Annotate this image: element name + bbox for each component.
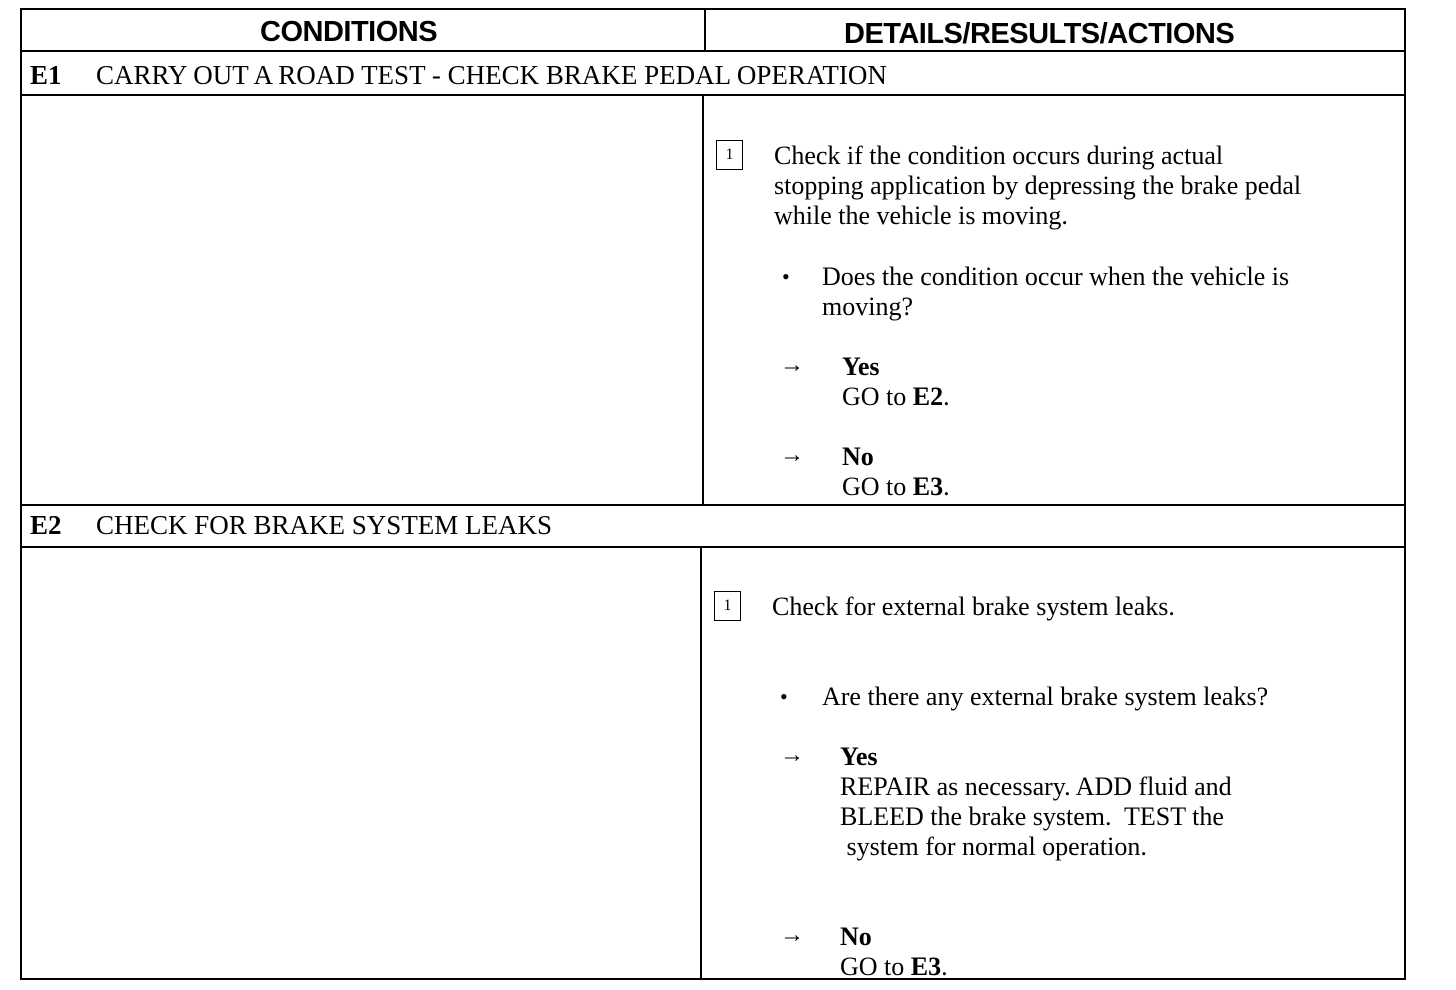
e1-bullet: • bbox=[782, 264, 790, 289]
e1-no-action-suffix: . bbox=[943, 472, 950, 501]
e1-yes-block bbox=[842, 352, 950, 412]
e2-section-heading: CHECK FOR BRAKE SYSTEM LEAKS bbox=[96, 510, 553, 540]
e1-no-action bbox=[842, 472, 950, 502]
e2-no-action-suffix: . bbox=[941, 952, 948, 981]
e2-yes-arrow: → bbox=[780, 742, 804, 768]
e2-yes-action-line: REPAIR as necessary. ADD fluid and bbox=[840, 772, 1232, 801]
e2-yes-action-line: BLEED the brake system. TEST the bbox=[840, 802, 1224, 831]
e1-question-line: moving? bbox=[822, 292, 913, 321]
e2-yes-label: Yes bbox=[840, 742, 878, 771]
e1-step-text bbox=[774, 141, 1301, 231]
e2-no-block bbox=[840, 922, 948, 982]
e2-question-line: Are there any external brake system leaks? bbox=[822, 682, 1269, 711]
e1-no-action-prefix: GO to bbox=[842, 472, 913, 501]
e2-step-line: Check for external brake system leaks. bbox=[772, 592, 1175, 621]
e2-yes-block bbox=[840, 742, 1232, 862]
e1-section-heading: CARRY OUT A ROAD TEST - CHECK BRAKE PEDAL OPERATION bbox=[96, 60, 887, 90]
e1-question-line: Does the condition occur when the vehicle is bbox=[822, 262, 1290, 291]
e2-step-text bbox=[772, 592, 1175, 622]
details-column-header: DETAILS/RESULTS/ACTIONS bbox=[844, 18, 1235, 50]
e2-no-arrow: → bbox=[780, 922, 804, 948]
e1-no-block bbox=[842, 442, 950, 502]
e1-yes-arrow: → bbox=[780, 352, 804, 378]
e2-yes-action-line: system for normal operation. bbox=[840, 832, 1147, 861]
e2-bullet: • bbox=[780, 684, 788, 709]
e2-no-action bbox=[840, 952, 948, 982]
e2-no-label: No bbox=[840, 922, 872, 951]
e1-yes-label: Yes bbox=[842, 352, 880, 381]
e1-yes-action-target: E2 bbox=[912, 382, 944, 411]
e1-no-label: No bbox=[842, 442, 874, 471]
e1-yes-action bbox=[842, 382, 950, 412]
header-column-divider bbox=[704, 10, 706, 50]
e1-end-divider bbox=[22, 504, 1404, 506]
e1-step-number-box: 1 bbox=[716, 140, 743, 170]
conditions-column-header: CONDITIONS bbox=[260, 16, 438, 48]
e2-section-title bbox=[30, 512, 552, 539]
e1-title-divider bbox=[22, 94, 1404, 96]
e2-title-divider bbox=[22, 546, 1404, 548]
e2-column-divider bbox=[700, 546, 702, 980]
e1-section-title bbox=[30, 62, 887, 89]
e1-question bbox=[822, 262, 1289, 322]
e2-section-id: E2 bbox=[30, 510, 62, 540]
e1-step-line: stopping application by depressing the brake pedal bbox=[774, 171, 1302, 200]
e2-no-action-target: E3 bbox=[910, 952, 942, 981]
e2-question bbox=[822, 682, 1268, 712]
e1-yes-action-suffix: . bbox=[943, 382, 950, 411]
e1-yes-action-prefix: GO to bbox=[842, 382, 913, 411]
e1-no-action-target: E3 bbox=[912, 472, 944, 501]
e1-section-id: E1 bbox=[30, 60, 62, 90]
diagnostic-table bbox=[20, 8, 1406, 980]
e2-step-number-box: 1 bbox=[714, 591, 741, 621]
header-divider bbox=[22, 50, 1404, 52]
e1-step-line: Check if the condition occurs during actual bbox=[774, 141, 1224, 170]
e1-column-divider bbox=[702, 94, 704, 504]
e1-no-arrow: → bbox=[780, 442, 804, 468]
e2-no-action-prefix: GO to bbox=[840, 952, 911, 981]
e1-step-line: while the vehicle is moving. bbox=[774, 201, 1068, 230]
